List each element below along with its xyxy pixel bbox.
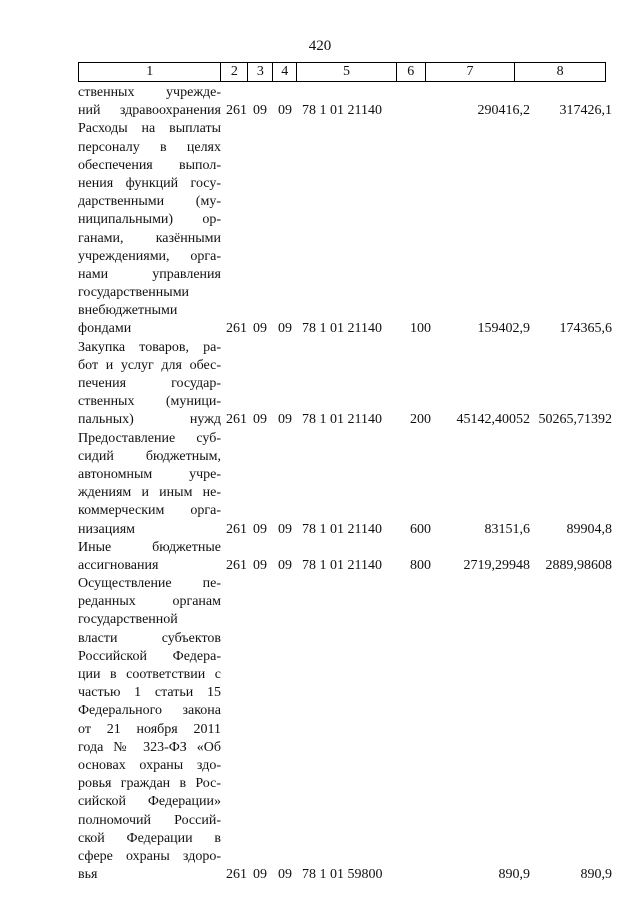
row-description bbox=[78, 120, 221, 338]
description-line: нения функций госу- bbox=[78, 175, 221, 191]
target-article-code: 78 1 01 21140 bbox=[302, 412, 382, 428]
description-line: ственных учрежде- bbox=[78, 85, 221, 100]
description-line: ской Федерации в bbox=[78, 830, 221, 846]
expense-type-code: 200 bbox=[410, 412, 431, 428]
amount-year-1: 83151,6 bbox=[484, 521, 530, 537]
target-article-code: 78 1 01 21140 bbox=[302, 557, 382, 573]
description-line: основах охраны здо- bbox=[78, 757, 221, 773]
section-code: 09 bbox=[253, 867, 267, 883]
description-line: Расходы на выплаты bbox=[78, 121, 221, 137]
expense-type-code bbox=[410, 102, 438, 120]
subsection-code: 09 bbox=[278, 557, 292, 573]
description-line: автономным учре- bbox=[78, 466, 221, 482]
amount-year-1: 45142,40052 bbox=[456, 412, 530, 428]
grbs-code: 261 bbox=[226, 557, 247, 573]
grbs-code: 261 bbox=[226, 521, 247, 537]
description-line: сийской Федерации» bbox=[78, 794, 221, 810]
description-line: нами управления bbox=[78, 266, 221, 282]
expense-type-code bbox=[410, 866, 438, 884]
description-line: ровья граждан в Рос- bbox=[78, 776, 221, 792]
row-codes bbox=[226, 320, 618, 338]
grbs-code: 261 bbox=[226, 412, 247, 428]
description-line: ственных (муници- bbox=[78, 394, 221, 410]
row-description bbox=[78, 84, 221, 120]
table-row bbox=[78, 430, 618, 539]
description-line: ганами, казёнными bbox=[78, 230, 221, 246]
row-description bbox=[78, 339, 221, 430]
section-code: 09 bbox=[253, 412, 267, 428]
subsection-code: 09 bbox=[278, 412, 292, 428]
amount-year-2: 890,9 bbox=[580, 867, 612, 883]
row-description bbox=[78, 575, 221, 884]
grbs-code: 261 bbox=[226, 321, 247, 337]
amount-year-2: 50265,71392 bbox=[538, 412, 612, 428]
amount-year-2: 2889,98608 bbox=[545, 557, 612, 573]
grbs-code: 261 bbox=[226, 103, 247, 119]
description-line: ции в соответствии с bbox=[78, 667, 221, 682]
column-header-8: 8 bbox=[556, 64, 564, 79]
row-codes bbox=[226, 521, 618, 539]
description-line: печения государ- bbox=[78, 376, 221, 391]
description-line: фондами bbox=[78, 321, 132, 337]
description-line: дарственными (му- bbox=[78, 194, 221, 210]
description-line: бот и услуг для обес- bbox=[78, 357, 221, 373]
section-code: 09 bbox=[253, 321, 267, 337]
page-number: 420 bbox=[308, 38, 332, 54]
subsection-code: 09 bbox=[278, 867, 292, 883]
target-article-code: 78 1 01 21140 bbox=[302, 103, 382, 119]
row-codes bbox=[226, 102, 618, 120]
amount-year-1: 2719,29948 bbox=[463, 557, 530, 573]
column-header-2: 2 bbox=[221, 63, 248, 81]
description-line: вья bbox=[78, 867, 98, 883]
subsection-code: 09 bbox=[278, 521, 292, 537]
column-header-1: 1 bbox=[79, 63, 221, 81]
description-line: Закупка товаров, ра- bbox=[78, 339, 221, 355]
table-row bbox=[78, 539, 618, 575]
table-body bbox=[78, 84, 618, 884]
description-line: Федерального закона bbox=[78, 703, 221, 719]
target-article-code: 78 1 01 21140 bbox=[302, 521, 382, 537]
subsection-code: 09 bbox=[278, 321, 292, 337]
row-description bbox=[78, 539, 221, 575]
description-line: государственной bbox=[78, 612, 178, 628]
table-row bbox=[78, 120, 618, 338]
grbs-code: 261 bbox=[226, 867, 247, 883]
table-header-row bbox=[78, 62, 606, 82]
description-line: сфере охраны здоро- bbox=[78, 848, 221, 864]
description-line: от 21 ноября 2011 bbox=[78, 721, 221, 737]
column-header-3: 3 bbox=[248, 63, 273, 81]
description-line: ждениям и иным не- bbox=[78, 485, 221, 501]
description-line: частью 1 статьи 15 bbox=[78, 685, 221, 701]
row-codes bbox=[226, 557, 618, 575]
target-article-code: 78 1 01 59800 bbox=[302, 867, 383, 883]
description-line: государственными bbox=[78, 285, 190, 301]
section-code: 09 bbox=[253, 557, 267, 573]
section-code: 09 bbox=[253, 521, 267, 537]
amount-year-1: 890,9 bbox=[498, 867, 530, 883]
description-line: сидий бюджетным, bbox=[78, 448, 221, 464]
amount-year-2: 89904,8 bbox=[566, 521, 612, 537]
description-line: обеспечения выпол- bbox=[78, 157, 221, 173]
expense-type-code: 800 bbox=[410, 557, 431, 573]
expense-type-code: 600 bbox=[410, 521, 431, 537]
amount-year-2: 317426,1 bbox=[559, 103, 612, 119]
description-line: власти субъектов bbox=[78, 630, 221, 646]
description-line: низациям bbox=[78, 521, 136, 537]
column-header-7: 7 bbox=[426, 63, 516, 81]
description-line: полномочий Россий- bbox=[78, 812, 221, 828]
amount-year-1: 290416,2 bbox=[477, 103, 530, 119]
description-line: ний здравоохранения bbox=[78, 103, 221, 119]
description-line: ниципальными) ор- bbox=[78, 212, 221, 228]
table-row bbox=[78, 84, 618, 120]
column-header-6: 6 bbox=[397, 63, 426, 81]
target-article-code: 78 1 01 21140 bbox=[302, 321, 382, 337]
row-codes bbox=[226, 866, 618, 884]
table-row bbox=[78, 339, 618, 430]
description-line: Российской Федера- bbox=[78, 648, 221, 664]
subsection-code: 09 bbox=[278, 103, 292, 119]
description-line: учреждениями, орга- bbox=[78, 248, 221, 264]
amount-year-2: 174365,6 bbox=[559, 321, 612, 337]
amount-year-1: 159402,9 bbox=[477, 321, 530, 337]
description-line: реданных органам bbox=[78, 594, 221, 610]
description-line: внебюджетными bbox=[78, 303, 178, 319]
row-description bbox=[78, 430, 221, 539]
expense-type-code: 100 bbox=[410, 321, 431, 337]
description-line: Осуществление пе- bbox=[78, 576, 221, 592]
description-line: ассигнования bbox=[78, 557, 159, 573]
description-line: пальных) нужд bbox=[78, 412, 221, 428]
description-line: персоналу в целях bbox=[78, 139, 221, 155]
description-line: Предоставление суб- bbox=[78, 430, 221, 446]
row-codes bbox=[226, 411, 618, 429]
description-line: года № 323-ФЗ «Об bbox=[78, 739, 221, 755]
column-header-4: 4 bbox=[273, 63, 297, 81]
section-code: 09 bbox=[253, 103, 267, 119]
table-row bbox=[78, 575, 618, 884]
column-header-5: 5 bbox=[297, 63, 397, 81]
description-line: Иные бюджетные bbox=[78, 539, 221, 555]
description-line: коммерческим орга- bbox=[78, 503, 221, 519]
